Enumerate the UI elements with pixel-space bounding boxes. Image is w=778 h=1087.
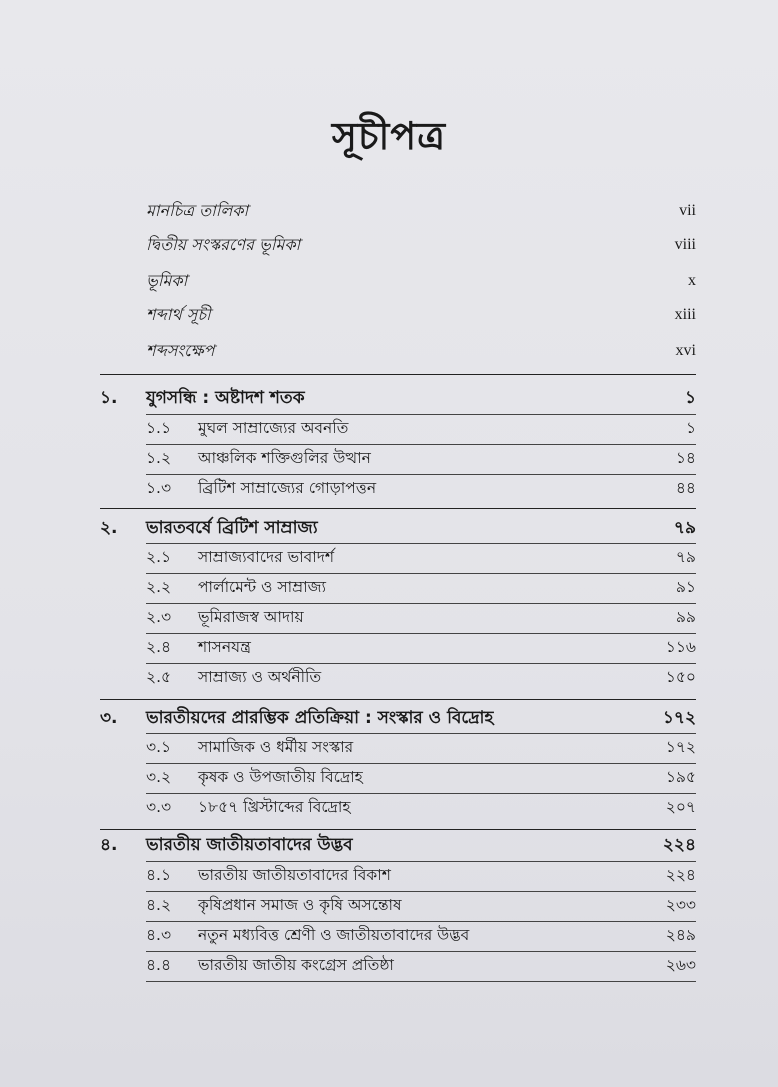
chapter-title: ভারতীয়দের প্রারম্ভিক প্রতিক্রিয়া : সংস্কার ও বিদ্রোহ [146,708,494,728]
section-title: ভারতীয় জাতীয় কংগ্রেস প্রতিষ্ঠা [198,956,394,974]
chapter-heading [100,384,696,414]
section-page: ১৫০ [665,668,696,686]
page-title: সূচীপত্র [331,114,447,159]
section-title: পার্লামেন্ট ও সাম্রাজ্য [198,578,326,596]
section-title: ভূমিরাজস্ব আদায় [198,608,304,626]
section-title: ১৮৫৭ খ্রিস্টাব্দের বিদ্রোহ [198,798,351,816]
section-title: শাসনযন্ত্র [198,638,251,656]
chapter-divider [100,508,696,509]
chapter-heading [100,514,696,544]
section-number: ৩.৩ [146,798,172,816]
front-matter-item [146,298,696,332]
front-matter-page: xvi [675,342,696,359]
section-row [146,573,696,603]
chapter-page: ১ [684,388,696,408]
chapter-number: ১. [100,388,118,408]
section-page: ২২৪ [665,866,696,884]
section-number: ৪.২ [146,896,172,914]
section-row [146,951,696,981]
section-title: কৃষক ও উপজাতীয় বিদ্রোহ [198,768,363,786]
section-title: ভারতীয় জাতীয়তাবাদের বিকাশ [198,866,391,884]
section-row [146,793,696,823]
front-matter-item [146,334,696,368]
front-matter-label: ভূমিকা [146,270,188,290]
section-number: ৩.২ [146,768,172,786]
section-title: ব্রিটিশ সাম্রাজ্যের গোড়াপত্তন [198,479,377,497]
section-number: ৪.৩ [146,926,172,944]
front-matter-page: xiii [674,306,696,323]
section-page: ৪৪ [675,479,696,497]
front-matter-page: viii [674,236,696,253]
chapter-title: যুগসন্ধি : অষ্টাদশ শতক [146,388,305,408]
section-row [146,733,696,763]
section-number: ৪.১ [146,866,172,884]
section-page: ১৪ [675,449,696,467]
chapter-page: ২২৪ [662,835,696,855]
section-page: ৯৯ [675,608,696,626]
section-page: ৯১ [675,578,696,596]
section-row [146,603,696,633]
section-number: ২.৫ [146,668,172,686]
chapter-heading [100,704,696,734]
section-title: সামাজিক ও ধর্মীয় সংস্কার [198,738,354,756]
section-row [146,444,696,474]
front-matter-item [146,264,696,298]
section-title: সাম্রাজ্যবাদের ভাবাদর্শ [198,548,335,566]
section-row [146,763,696,793]
section-number: ২.৩ [146,608,172,626]
section-page: ১৯৫ [665,768,696,786]
section-page: ২০৭ [665,798,696,816]
section-title: কৃষিপ্রধান সমাজ ও কৃষি অসন্তোষ [198,896,402,914]
section-number: ১.৩ [146,479,172,497]
section-row [146,663,696,693]
section-page: ২৪৯ [665,926,696,944]
section-row [146,414,696,444]
section-row [146,543,696,573]
front-matter-item [146,194,696,228]
section-number: ১.২ [146,449,172,467]
section-row [146,921,696,951]
section-number: ৩.১ [146,738,172,756]
chapter-number: ৪. [100,835,118,855]
chapter-number: ৩. [100,708,118,728]
front-matter-item [146,228,696,262]
front-matter-label: শব্দসংক্ষেপ [146,340,215,360]
chapter-divider [100,699,696,700]
front-matter-page: vii [679,202,696,219]
front-matter-page: x [688,272,696,289]
section-row [146,891,696,921]
section-row [146,474,696,504]
chapter-page: ১৭২ [662,708,696,728]
chapter-divider [100,374,696,375]
front-matter-label: মানচিত্র তালিকা [146,200,249,220]
section-page: ১৭২ [665,738,696,756]
chapter-number: ২. [100,518,118,538]
section-number: ২.৪ [146,638,172,656]
section-number: ৪.৪ [146,956,172,974]
chapter-heading [100,831,696,861]
front-matter-label: দ্বিতীয় সংস্করণের ভূমিকা [146,234,301,254]
section-row [146,633,696,663]
section-page: ১ [685,419,696,437]
section-page: ২৬৩ [665,956,696,974]
section-page: ২৩৩ [665,896,696,914]
chapter-title: ভারতীয় জাতীয়তাবাদের উদ্ভব [146,835,353,855]
section-page: ১১৬ [665,638,696,656]
section-divider [146,981,696,982]
section-title: নতুন মধ্যবিত্ত শ্রেণী ও জাতীয়তাবাদের উদ্ভব [198,926,470,944]
section-row [146,861,696,891]
section-title: আঞ্চলিক শক্তিগুলির উত্থান [198,449,371,467]
section-title: মুঘল সাম্রাজ্যের অবনতি [198,419,349,437]
chapter-divider [100,829,696,830]
chapter-page: ৭৯ [673,518,696,538]
chapter-title: ভারতবর্ষে ব্রিটিশ সাম্রাজ্য [146,518,318,538]
section-number: ২.১ [146,548,172,566]
section-title: সাম্রাজ্য ও অর্থনীতি [198,668,322,686]
section-page: ৭৯ [675,548,696,566]
section-number: ২.২ [146,578,172,596]
front-matter-label: শব্দার্থ সূচী [146,304,211,324]
section-number: ১.১ [146,419,172,437]
